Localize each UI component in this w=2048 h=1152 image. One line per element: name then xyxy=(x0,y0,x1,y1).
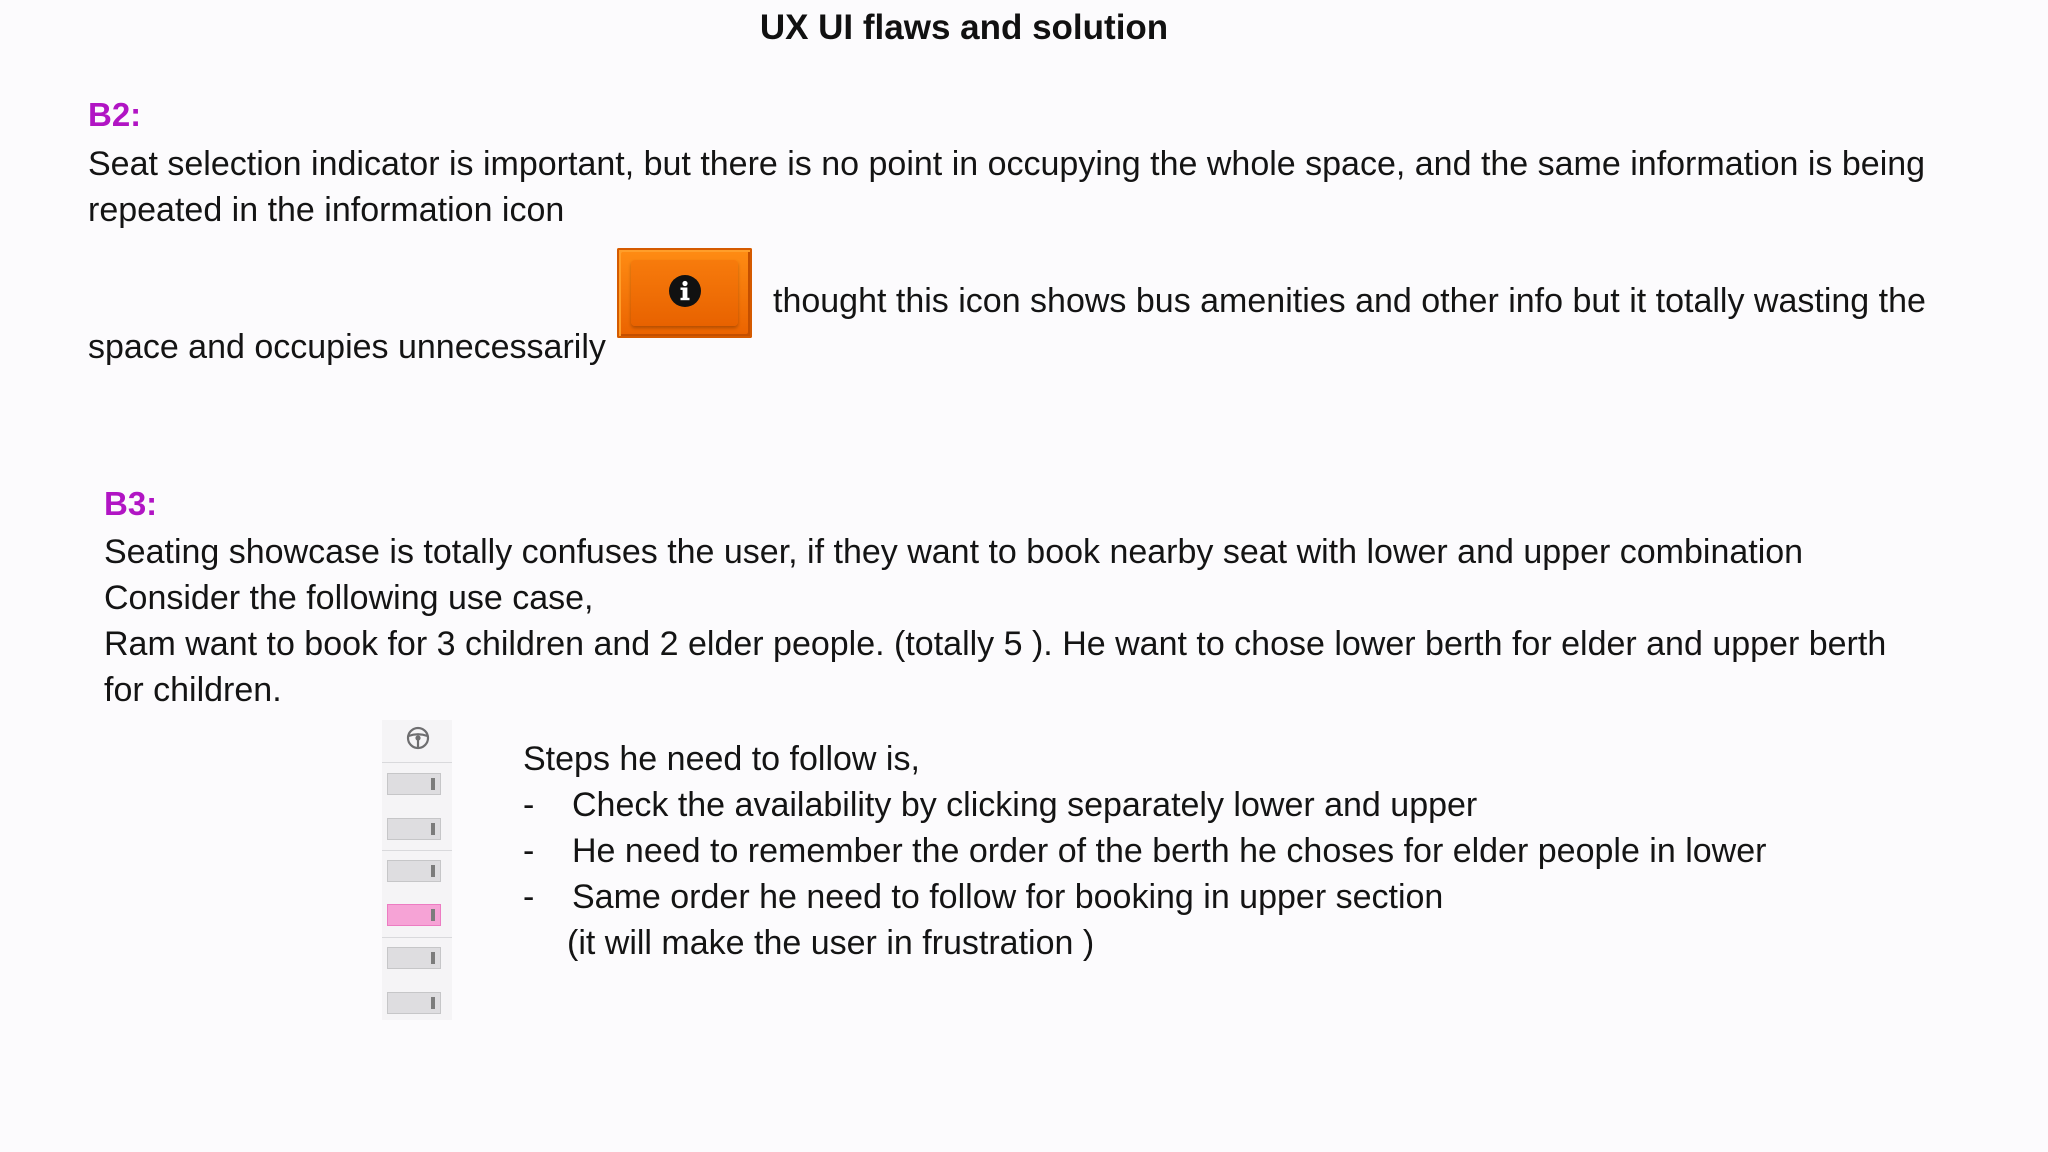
b3-text-line-2: Consider the following use case, xyxy=(104,579,594,617)
section-heading-b3: B3: xyxy=(104,485,158,522)
seat-berth xyxy=(387,773,441,795)
b3-text-line-1: Seating showcase is totally confuses the user, if they want to book nearby seat with lower and upper combination xyxy=(104,533,1804,571)
panel-divider xyxy=(382,762,452,763)
seat-berth xyxy=(387,818,441,840)
seat-berth xyxy=(387,992,441,1014)
step-3-text: Same order he need to follow for booking in upper section xyxy=(572,878,1444,916)
step-1-text: Check the availability by clicking separately lower and upper xyxy=(572,786,1478,824)
b2-text-line-4: space and occupies unnecessarily xyxy=(88,328,606,366)
step-2-text: He need to remember the order of the berth he choses for elder people in lower xyxy=(572,832,1767,870)
info-icon-button-screenshot xyxy=(617,248,752,338)
b2-text-line-3: thought this icon shows bus amenities and other info but it totally wasting the xyxy=(773,282,1926,320)
b2-text-line-2: repeated in the information icon xyxy=(88,191,565,229)
b3-text-line-4: for children. xyxy=(104,671,282,709)
steering-wheel-icon xyxy=(406,726,430,750)
panel-divider xyxy=(382,937,452,938)
page-title: UX UI flaws and solution xyxy=(759,8,1169,47)
step-1-marker: - xyxy=(523,786,535,824)
info-icon xyxy=(668,274,702,308)
b3-text-line-3: Ram want to book for 3 children and 2 elder people. (totally 5 ). He want to chose lower berth for elder and upper berth xyxy=(104,625,1887,663)
seat-berth-selected xyxy=(387,904,441,926)
frustration-note: (it will make the user in frustration ) xyxy=(567,924,1095,962)
steps-intro: Steps he need to follow is, xyxy=(523,740,920,778)
step-3-marker: - xyxy=(523,878,535,916)
section-heading-b2: B2: xyxy=(88,96,142,133)
step-2-marker: - xyxy=(523,832,535,870)
seat-layout-panel xyxy=(382,720,452,1020)
seat-berth xyxy=(387,860,441,882)
seat-berth xyxy=(387,947,441,969)
b2-text-line-1: Seat selection indicator is important, but there is no point in occupying the whole space, and the same information is being xyxy=(88,145,1926,183)
panel-divider xyxy=(382,850,452,851)
